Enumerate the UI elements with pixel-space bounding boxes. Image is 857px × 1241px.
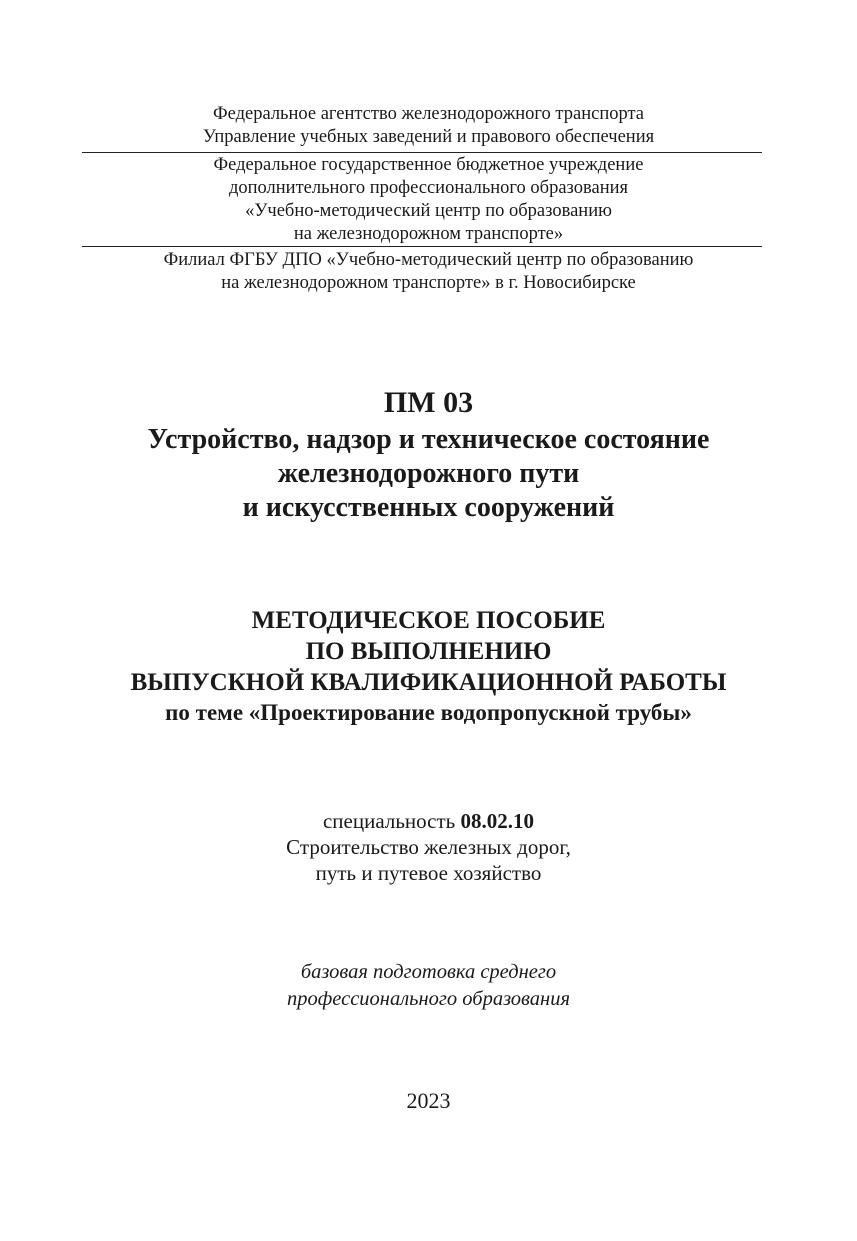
specialty-code: 08.02.10 [460, 809, 534, 833]
header-divider-2 [82, 246, 762, 247]
agency-line-2: Управление учебных заведений и правового обеспечения [202, 127, 655, 147]
specialty-name-line-1: Строительство железных дорог, [286, 835, 571, 859]
institution-line-2: дополнительного профессионального образования [228, 178, 629, 198]
doc-theme: по теме «Проектирование водопропускной трубы» [165, 700, 692, 725]
agency-line-1: Федеральное агентство железнодорожного транспорта [212, 104, 644, 124]
training-level-line-2: профессионального образования [286, 988, 571, 1010]
agency-block [0, 103, 857, 149]
specialty-label: специальность [322, 809, 456, 833]
module-title-line-2: железнодорожного пути [277, 458, 580, 489]
module-block [0, 383, 857, 525]
branch-line-2: на железнодорожном транспорте» в г. Новосибирске [221, 273, 636, 293]
institution-line-1: Федеральное государственное бюджетное учреждение [213, 155, 644, 175]
branch-line-1: Филиал ФГБУ ДПО «Учебно-методический центр по образованию [163, 250, 694, 270]
module-title-line-3: и искусственных сооружений [242, 492, 615, 523]
training-level-block [0, 959, 857, 1013]
doc-type-line-2: ПО ВЫПОЛНЕНИЮ [305, 638, 552, 665]
publication-year: 2023 [406, 1088, 451, 1113]
module-code: ПМ 03 [383, 386, 474, 419]
module-title-line-1: Устройство, надзор и техническое состояние [147, 424, 710, 455]
branch-block [0, 249, 857, 295]
institution-line-4: на железнодорожном транспорте» [293, 224, 564, 244]
document-type-block [0, 605, 857, 728]
institution-block [0, 154, 857, 246]
specialty-block [0, 808, 857, 886]
institution-line-3: «Учебно-методический центр по образованию [245, 201, 612, 221]
doc-type-line-3: ВЫПУСКНОЙ КВАЛИФИКАЦИОННОЙ РАБОТЫ [130, 669, 727, 696]
header-divider-1 [82, 152, 762, 153]
specialty-name-line-2: путь и путевое хозяйство [315, 861, 542, 885]
training-level-line-1: базовая подготовка среднего [300, 961, 557, 983]
doc-type-line-1: МЕТОДИЧЕСКОЕ ПОСОБИЕ [251, 607, 606, 634]
specialty-line [0, 808, 857, 834]
